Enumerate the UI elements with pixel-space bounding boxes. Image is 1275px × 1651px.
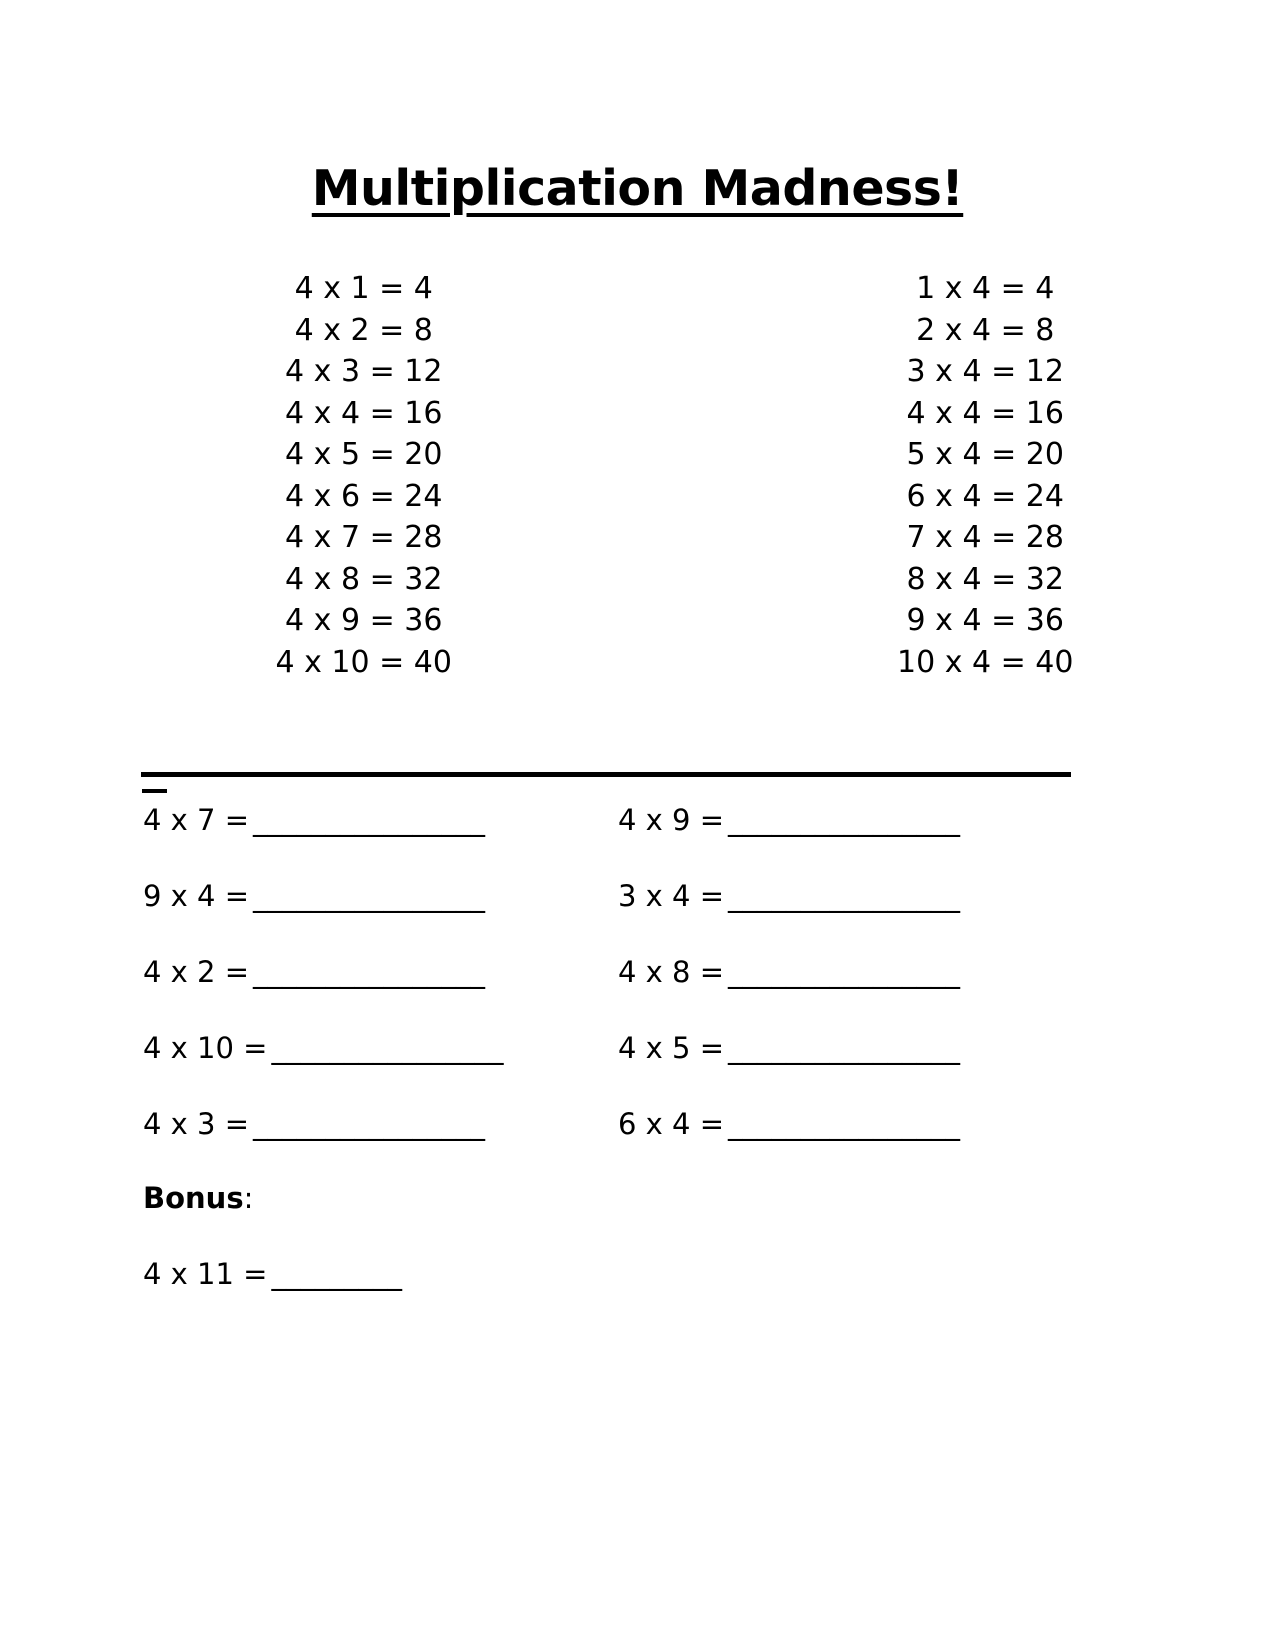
- practice-problems-section: [0, 800, 1275, 1180]
- answer-blank[interactable]: ________________: [728, 1031, 961, 1065]
- fact-line: 4 x 4 = 16: [285, 395, 443, 431]
- practice-expression: 3 x 4 =: [618, 879, 725, 913]
- fact-line: 1 x 4 = 4: [916, 271, 1055, 306]
- fact-line: 4 x 8 = 32: [285, 561, 443, 597]
- page-title-container: [0, 131, 1275, 246]
- bonus-label: [143, 1178, 253, 1218]
- fact-line: 4 x 5 = 20: [285, 437, 443, 472]
- fact-line: 4 x 10 = 40: [275, 644, 452, 680]
- practice-item: [0, 876, 486, 952]
- answer-blank[interactable]: ________________: [253, 1107, 486, 1141]
- practice-expression: 4 x 9 =: [618, 803, 725, 837]
- fact-line: 7 x 4 = 28: [906, 520, 1064, 555]
- practice-expression: 4 x 8 =: [618, 955, 725, 989]
- answer-blank[interactable]: ________________: [728, 1107, 961, 1141]
- fact-line: 5 x 4 = 20: [906, 437, 1064, 472]
- bonus-label-colon: :: [243, 1181, 254, 1215]
- practice-item: [0, 1028, 504, 1104]
- facts-column-right: [638, 268, 1275, 683]
- practice-expression: 4 x 2 =: [143, 955, 250, 989]
- fact-line: 8 x 4 = 32: [906, 561, 1064, 597]
- practice-expression: 4 x 10 =: [143, 1031, 268, 1065]
- answer-blank[interactable]: ________________: [253, 879, 486, 913]
- answer-blank[interactable]: ________________: [271, 1031, 504, 1065]
- fact-line: 4 x 4 = 16: [906, 395, 1064, 431]
- fact-line: 9 x 4 = 36: [906, 603, 1064, 638]
- facts-column-left: [0, 268, 638, 683]
- fact-line: 6 x 4 = 24: [906, 478, 1064, 514]
- fact-line: 4 x 1 = 4: [294, 271, 433, 306]
- bonus-answer-blank[interactable]: _________: [271, 1257, 402, 1291]
- answer-blank[interactable]: ________________: [253, 955, 486, 989]
- answer-blank[interactable]: ________________: [728, 955, 961, 989]
- practice-expression: 9 x 4 =: [143, 879, 250, 913]
- practice-item: [0, 952, 486, 1028]
- stray-dash-artifact: [142, 789, 167, 793]
- practice-expression: 6 x 4 =: [618, 1107, 725, 1141]
- answer-blank[interactable]: ________________: [728, 879, 961, 913]
- practice-item: [0, 800, 486, 876]
- reference-facts-section: [0, 268, 1275, 683]
- section-divider: [141, 772, 1071, 777]
- practice-row: [0, 1028, 1275, 1104]
- practice-row: [0, 1104, 1275, 1180]
- practice-item: [477, 952, 1037, 1028]
- bonus-problem: [143, 1254, 402, 1294]
- practice-item: [477, 876, 1037, 952]
- fact-line: 4 x 2 = 8: [294, 312, 433, 348]
- fact-line: 4 x 3 = 12: [285, 354, 443, 389]
- practice-item: [477, 1104, 1037, 1180]
- fact-line: 4 x 6 = 24: [285, 478, 443, 514]
- practice-expression: 4 x 3 =: [143, 1107, 250, 1141]
- practice-item: [477, 1028, 1037, 1104]
- practice-row: [0, 800, 1275, 876]
- fact-line: 10 x 4 = 40: [897, 644, 1074, 680]
- practice-item: [0, 1104, 486, 1180]
- practice-row: [0, 876, 1275, 952]
- practice-expression: 4 x 7 =: [143, 803, 250, 837]
- practice-expression: 4 x 5 =: [618, 1031, 725, 1065]
- bonus-expression: 4 x 11 =: [143, 1257, 268, 1291]
- fact-line: 4 x 7 = 28: [285, 520, 443, 555]
- practice-item: [477, 800, 1037, 876]
- answer-blank[interactable]: ________________: [253, 803, 486, 837]
- fact-line: 3 x 4 = 12: [906, 354, 1064, 389]
- fact-line: 4 x 9 = 36: [285, 603, 443, 638]
- fact-line: 2 x 4 = 8: [916, 312, 1055, 348]
- answer-blank[interactable]: ________________: [728, 803, 961, 837]
- page-title: Multiplication Madness!: [311, 159, 964, 217]
- practice-row: [0, 952, 1275, 1028]
- bonus-label-text: Bonus: [143, 1181, 244, 1215]
